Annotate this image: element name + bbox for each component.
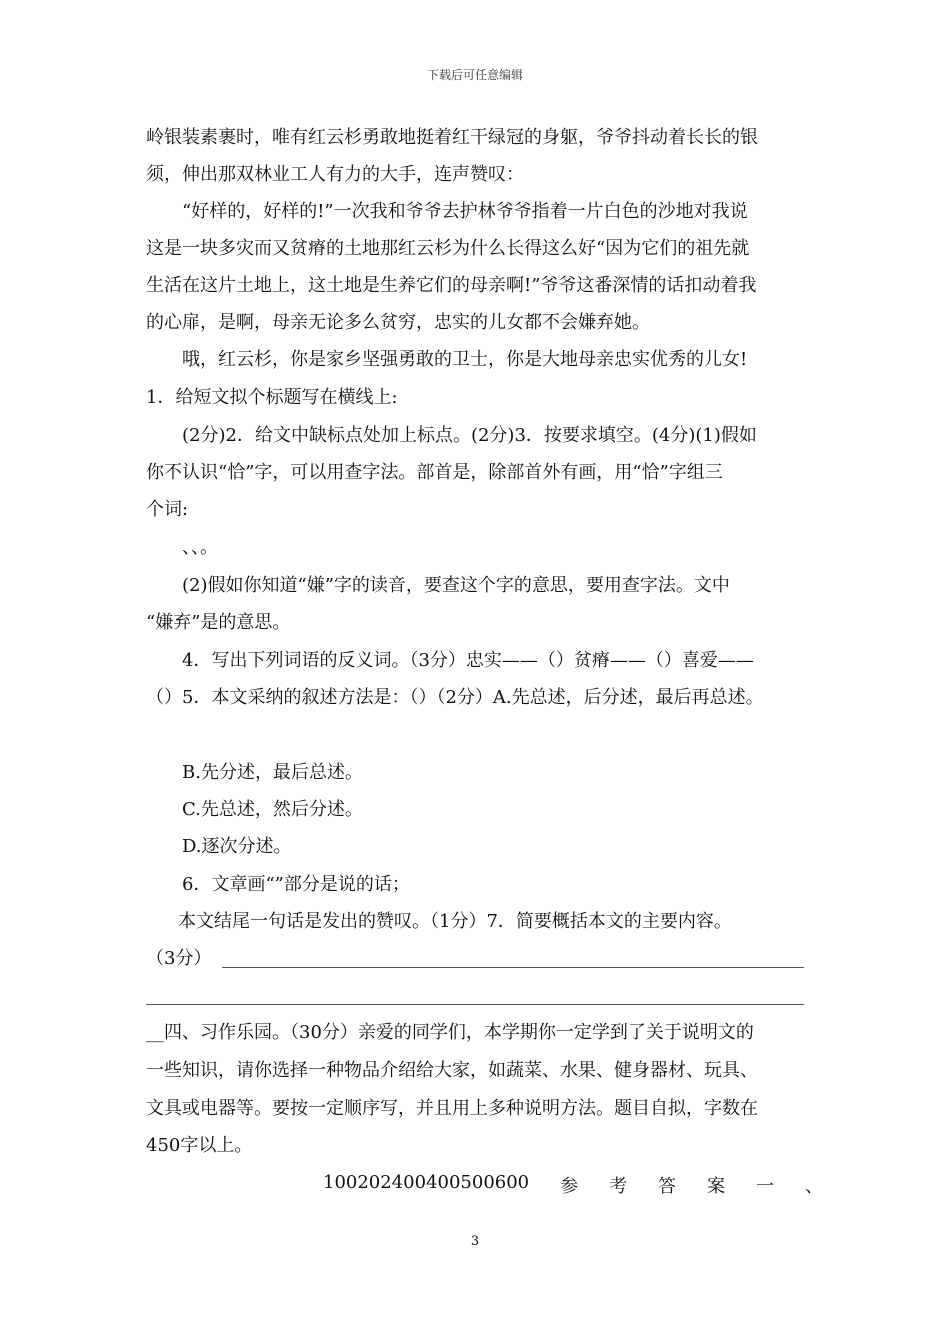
question-line: 4．写出下列词语的反义词。（3分）忠实——（）贫瘠——（）喜爱——: [182, 650, 754, 671]
text-line: 的心扉，是啊，母亲无论多么贫穷，忠实的儿女都不会嫌弃她。: [146, 312, 650, 333]
answer-key-char: 案: [707, 1176, 726, 1197]
text-line: 岭银装素裹时，唯有红云杉勇敢地挺着红干绿冠的身躯，爷爷抖动着长长的银: [146, 127, 758, 148]
option-c: C.先总述，然后分述。: [182, 799, 363, 820]
page-number: 3: [470, 1234, 480, 1249]
answer-key-char: 答: [658, 1176, 677, 1197]
question-line: (2分)2．给文中缺标点处加上标点。(2分)3．按要求填空。(4分)(1)假如: [182, 425, 757, 446]
text-line: 须，伸出那双林业工人有力的大手，连声赞叹：: [146, 164, 524, 185]
answer-blank-line: [146, 1004, 804, 1005]
composition-line: 一些知识，请你选择一种物品介绍给大家，如蔬菜、水果、健身器材、玩具、: [146, 1060, 758, 1081]
option-b: B.先分述，最后总述。: [182, 762, 363, 783]
question-line: 1．给短文拟个标题写在横线上:: [146, 387, 398, 408]
question-line: 你不认识“恰”字，可以用查字法。部首是，除部首外有画，用“恰”字组三: [146, 462, 723, 483]
page-header: 下载后可任意编辑: [426, 68, 523, 82]
composition-line: 450字以上。: [146, 1135, 253, 1156]
question-line: 个词:: [146, 499, 189, 520]
answer-key-char: 参: [560, 1176, 579, 1197]
answer-key-char: 考: [609, 1176, 628, 1197]
question-line: “嫌弃”是的意思。: [146, 612, 291, 633]
question-line: 本文结尾一句话是发出的赞叹。（1分）7．简要概括本文的主要内容。: [178, 911, 732, 932]
text-line: 生活在这片土地上，这土地是生养它们的母亲啊!”爷爷这番深情的话扣动着我: [146, 275, 757, 296]
answer-blank-line: [222, 967, 804, 968]
option-d: D.逐次分述。: [182, 836, 292, 857]
question-line: （3分）: [146, 948, 212, 969]
question-line: 、、。: [182, 537, 218, 558]
composition-line: __四、习作乐园。（30分）亲爱的同学们，本学期你一定学到了关于说明文的: [146, 1022, 754, 1043]
answer-key-char: 、: [804, 1176, 823, 1197]
answer-key-heading: [323, 1172, 823, 1196]
question-line: (2)假如你知道“嫌”字的读音，要查这个字的意思，要用查字法。文中: [182, 575, 730, 596]
answer-key-char: 一: [755, 1176, 774, 1197]
text-line: 这是一块多灾而又贫瘠的土地那红云杉为什么长得这么好“因为它们的祖先就: [146, 238, 750, 259]
question-line: （）5．本文采纳的叙述方法是：（）（2分）A.先总述，后分述，最后再总述。: [146, 687, 764, 708]
text-line: “好样的，好样的!”一次我和爷爷去护林爷爷指着一片白色的沙地对我说: [182, 201, 748, 222]
composition-line: 文具或电器等。要按一定顺序写，并且用上多种说明方法。题目自拟，字数在: [146, 1098, 758, 1119]
question-line: 6．文章画“”部分是说的话；: [182, 874, 410, 895]
text-line: 哦，红云杉，你是家乡坚强勇敢的卫士，你是大地母亲忠实优秀的儿女!: [182, 349, 748, 370]
answer-key-code: 100202400400500600: [323, 1172, 530, 1193]
